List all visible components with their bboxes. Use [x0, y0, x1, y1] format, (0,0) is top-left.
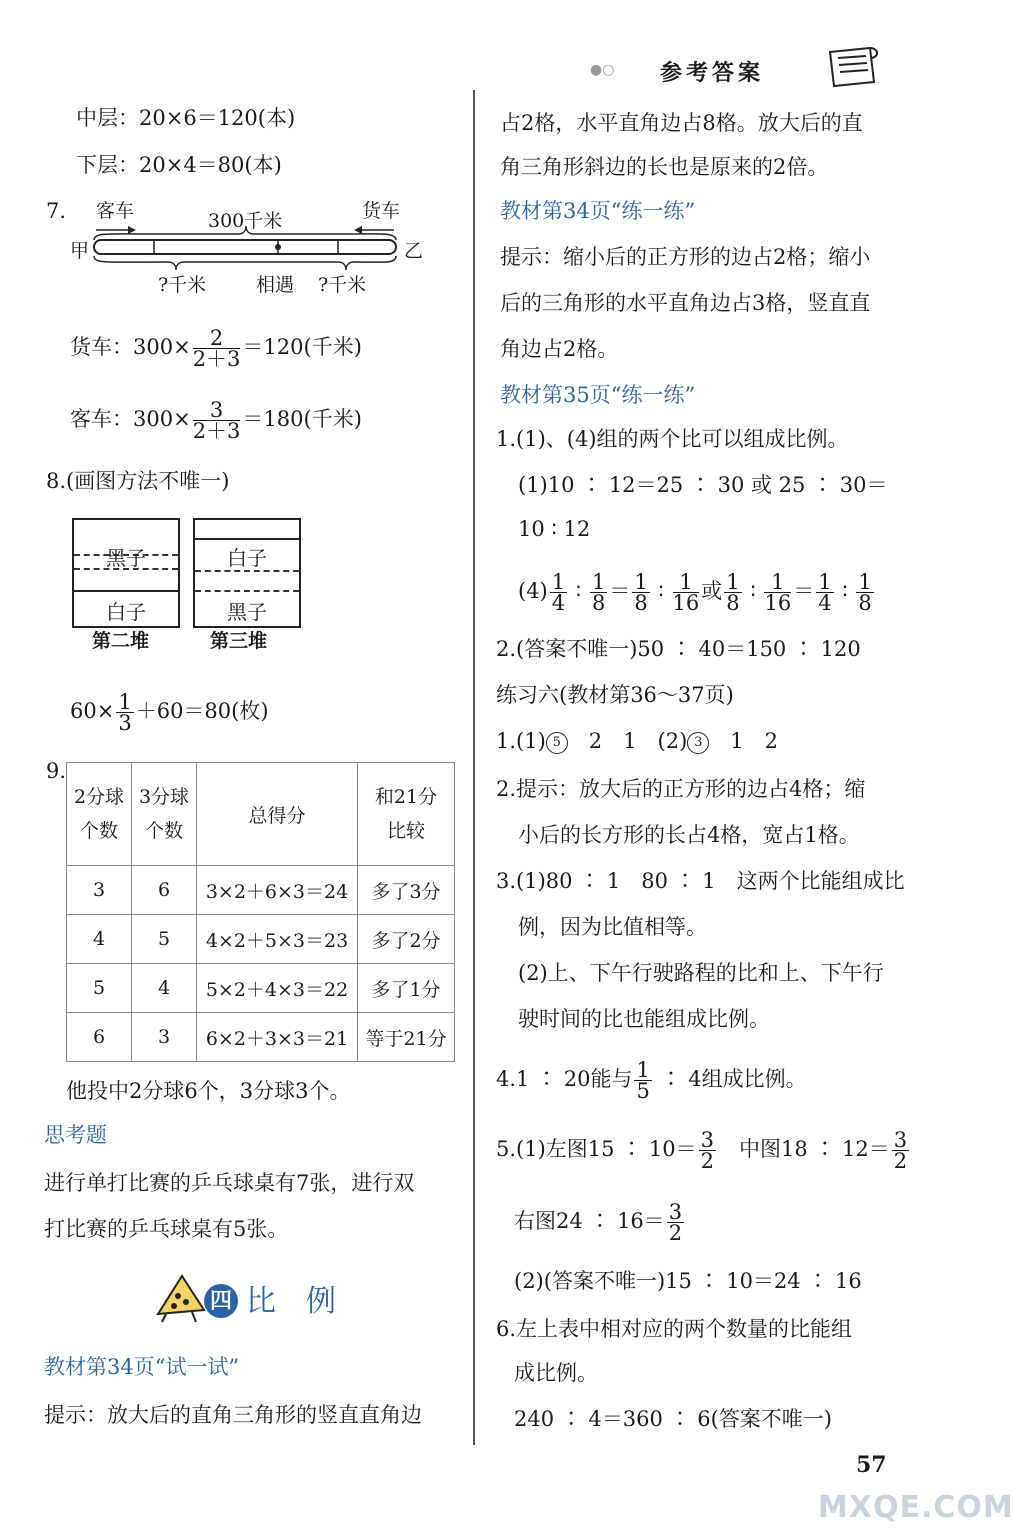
q7-huoche-eq: 货车：300× $\frac{2}{2+3}$ ＝120(千米)	[70, 326, 362, 371]
q7-huoche: 货车	[362, 200, 401, 222]
e5-line-2: 右图24 ∶ 16＝ $\frac{3}{2}$	[514, 1200, 683, 1245]
e3-c: (2)上、下午行驶路程的比和上、下午行	[518, 961, 884, 985]
p1-a: (1)10 ∶ 12＝25 ∶ 30 或 25 ∶ 30＝	[518, 473, 888, 497]
think-line-2: 打比赛的乒乓球桌有5张。	[44, 1217, 289, 1241]
q7-road-diagram	[88, 222, 404, 272]
q8-caption-second: 第二堆	[92, 630, 150, 652]
e2-b: 小后的长方形的长占4格，宽占1格。	[518, 823, 860, 847]
r-line-2: 角三角形斜边的长也是原来的2倍。	[500, 155, 829, 179]
e3-d: 驶时间的比也能组成比例。	[518, 1007, 770, 1031]
q9-number: 9.	[46, 759, 67, 783]
section-34-try: 教材第34页“试一试”	[44, 1355, 240, 1379]
e6-c: 240 ∶ 4＝360 ∶ 6(答案不唯一)	[514, 1407, 832, 1431]
q8-box-second: 黑子 白子	[72, 518, 180, 628]
e4: 4.1 ∶ 20能与 $\frac{1}{5}$ ∶ 4组成比例。	[496, 1058, 807, 1103]
section-34-try-hint: 提示：放大后的直角三角形的竖直直角边	[44, 1403, 422, 1427]
q7-yi: 乙	[404, 240, 424, 262]
e5-line-1: 5.(1)左图15 ∶ 10＝ $\frac{3}{2}$ 中图18 ∶ 12＝ $\frac{3}{2}$	[496, 1128, 908, 1173]
table-row: 3 6 3×2＋6×3＝24 多了3分	[67, 866, 455, 915]
q7-unknown-1: ?千米	[158, 274, 207, 296]
e6-b: 成比例。	[514, 1361, 598, 1385]
table-row: 4 5 4×2＋5×3＝23 多了2分	[67, 915, 455, 964]
unit-title: 比 例	[246, 1284, 336, 1319]
e5-b: (2)(答案不唯一)15 ∶ 10＝24 ∶ 16	[514, 1269, 862, 1293]
q7-meet: 相遇	[256, 274, 295, 296]
e2-a: 2.提示：放大后的正方形的边占4格；缩	[496, 777, 866, 801]
column-divider	[473, 90, 475, 1445]
pizza-icon	[152, 1270, 210, 1330]
q9-table	[66, 762, 455, 1062]
r-line-3: 提示：缩小后的正方形的边占2格；缩小	[500, 245, 871, 269]
p1-b: 10 ∶ 12	[518, 517, 591, 541]
e3-b: 例，因为比值相等。	[518, 915, 707, 939]
think-line-1: 进行单打比赛的乒乓球桌有7张，进行双	[44, 1171, 415, 1195]
section-34-practice: 教材第34页“练一练”	[500, 199, 696, 223]
q8-box-third: 白子 黑子	[193, 518, 301, 628]
p1-c: (4) $\frac{1}{4}$ ∶ $\frac{1}{8}$ ＝ $\frac{1}{8}$ ∶ $\frac{1}{16}$ 或 $\frac{1}{8}$ ∶ $\frac{1}{16}$ ＝ $\frac{1}{4}$ ∶ $\frac{1}{8}$	[518, 570, 872, 615]
r-line-4: 后的三角形的水平直角边占3格，竖直直	[500, 291, 871, 315]
q7-number: 7.	[46, 199, 67, 223]
q8-title: 8.(画图方法不唯一)	[46, 469, 230, 493]
p1: 1.(1)、(4)组的两个比可以组成比例。	[496, 427, 849, 451]
scroll-icon	[822, 44, 882, 94]
q8-caption-third: 第三堆	[210, 630, 268, 652]
unit-number-badge: 四	[204, 1284, 238, 1318]
line-middle: 中层：20×6＝120(本)	[76, 106, 296, 130]
page-number: 57	[856, 1452, 887, 1478]
table-row: 5 4 5×2＋4×3＝22 多了1分	[67, 964, 455, 1013]
p2: 2.(答案不唯一)50 ∶ 40＝150 ∶ 120	[496, 637, 861, 661]
q7-keche: 客车	[96, 200, 135, 222]
table-row: 6 3 6×2＋3×3＝21 等于21分	[67, 1013, 455, 1062]
e6-a: 6.左上表中相对应的两个数量的比能组	[496, 1317, 853, 1341]
section-35-practice: 教材第35页“练一练”	[500, 383, 696, 407]
r-line-5: 角边占2格。	[500, 337, 619, 361]
q9-answer: 他投中2分球6个，3分球3个。	[66, 1079, 351, 1103]
e3-a: 3.(1)80 ∶ 1 80 ∶ 1 这两个比能组成比	[496, 869, 905, 893]
exercise-6-title: 练习六(教材第36～37页)	[496, 683, 734, 707]
header-dots: ●○	[590, 62, 615, 78]
q7-jia: 甲	[70, 240, 90, 262]
watermark: MXQE.COM	[818, 1490, 1014, 1525]
q7-keche-eq: 客车：300× $\frac{3}{2+3}$ ＝180(千米)	[70, 398, 362, 443]
think-title: 思考题	[44, 1123, 107, 1147]
r-line-1: 占2格，水平直角边占8格。放大后的直	[500, 111, 863, 135]
e1: 1.(1) 5 2 1 (2) 3 1 2	[496, 729, 778, 753]
q7-distance: 300千米	[208, 210, 283, 232]
header-title: 参考答案	[660, 60, 765, 86]
q8-equation: 60× $\frac{1}{3}$ ＋60＝80(枚)	[70, 690, 269, 735]
q7-unknown-2: ?千米	[318, 274, 367, 296]
line-lower: 下层：20×4＝80(本)	[76, 153, 282, 177]
table-header-row: 2分球 个数 3分球 个数 总得分 和21分 比较	[67, 763, 455, 866]
